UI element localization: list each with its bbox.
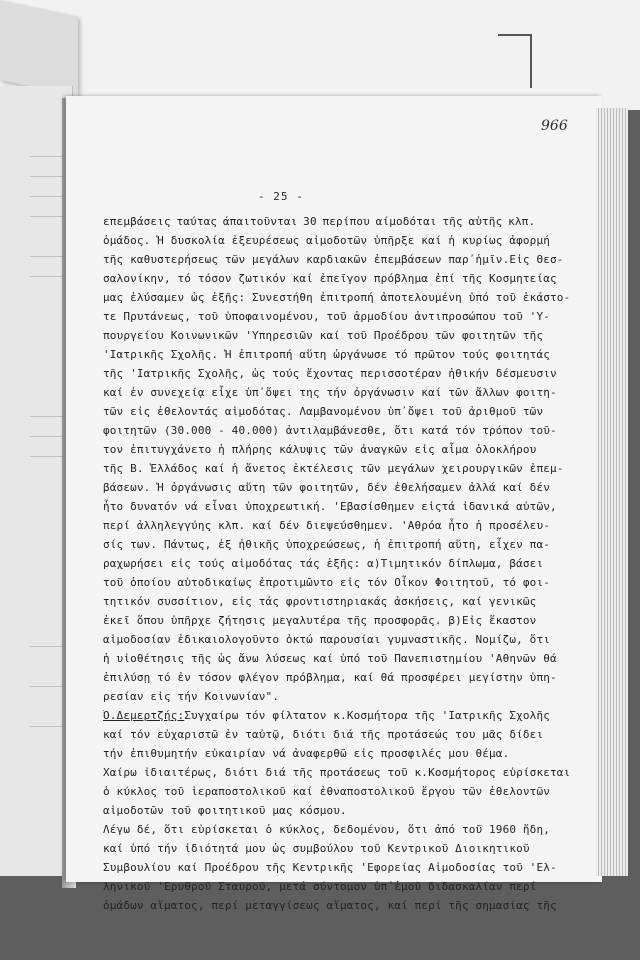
scan-background bbox=[0, 0, 640, 110]
text-line: τήν ἐπιθυμητήν εὐκαιρίαν νά ἀναφερθῶ εἰς προσφιλές μου θέμα. bbox=[103, 747, 510, 760]
text-line: ἐκεῖ ὅπου ὑπῆρχε ζήτησις μεγαλυτέρα τῆς προσφορᾶς. β)Εἰς ἕκαστον bbox=[103, 614, 537, 627]
handwritten-folio-number: 966 bbox=[541, 118, 568, 134]
body-text bbox=[103, 212, 573, 915]
text-line: 'Ιατρικῆς Σχολῆς. Ἡ ἐπιτροπή αὕτη ὠργάνωσε τό πρῶτον τούς φοιτητάς bbox=[103, 348, 550, 361]
page-stack-edges bbox=[596, 108, 628, 876]
text-line: αἱμοδοτῶν τοῦ φοιτητικοῦ μας κόσμου. bbox=[103, 804, 347, 817]
text-line: σαλονίκην, τό τόσον ζωτικόν καί ἐπεῖγον πρόβλημα ἐπί τῆς Κοσμητείας bbox=[103, 272, 557, 285]
text-line-speaker bbox=[103, 706, 573, 725]
text-line: τῆς Β. Ἑλλάδος καί ἡ ἄνετος ἐκτέλεσις τῶν μεγάλων χειρουργικῶν ἐπεμ- bbox=[103, 462, 564, 475]
text-line: βάσεων. Ἡ ὀργάνωσις αὕτη τῶν φοιτητῶν, δέν ἐθελήσαμεν ἀλλά καί δέν bbox=[103, 481, 550, 494]
text-line: τῆς καθυστερήσεως τῶν μεγάλων καρδιακῶν ἐπεμβάσεων παρ᾽ἡμῖν.Εἰς Θεσ- bbox=[103, 253, 564, 266]
text-line: σίς των. Πάντως, ἐξ ἠθικῆς ὑποχρεώσεως, ἡ ἐπιτροπή αὕτη, εἶχεν πα- bbox=[103, 538, 550, 551]
text-line: ρεσίαν εἰς τήν Κοινωνίαν". bbox=[103, 690, 280, 703]
text-line: καί τόν εὐχαριστῶ ἐν ταὐτῷ, διότι διά τῆς προτάσεώς του μᾶς δίδει bbox=[103, 728, 544, 741]
text-line: ἐπιλύσῃ τό ἐν τόσον φλέγον πρόβλημα, καί θά προσφέρει μεγίστην ὑπη- bbox=[103, 671, 557, 684]
text-line: Χαίρω ἰδιαιτέρως, διότι διά τῆς προτάσεως τοῦ κ.Κοσμήτορος εὑρίσκεται bbox=[103, 766, 571, 779]
text-line: αἱμοδοσίαν ἐδικαιολογοῦντο ὀκτώ παρουσίαι γυμναστικῆς. Νομίζω, ὅτι bbox=[103, 633, 550, 646]
text-line: Λέγω δέ, ὅτι εὑρίσκεται ὁ κύκλος, δεδομένου, ὅτι ἀπό τοῦ 1960 ἤδη, bbox=[103, 823, 550, 836]
text-line: τον ἐπιτυγχάνετο ἡ πλήρης κάλυψις τῶν ἀναγκῶν εἰς αἷμα ὁλοκλήρου bbox=[103, 443, 537, 456]
text-line: ραχωρήσει εἰς τούς αἱμοδότας τάς ἑξῆς: α)Τιμητικόν δίπλωμα, βάσει bbox=[103, 557, 544, 570]
text-line: καί ἐν συνεχείᾳ εἶχε ὑπ᾽ὄψει της τήν ὀργάνωσιν καί τῶν ἄλλων φοιτη- bbox=[103, 386, 557, 399]
text-line: ἡ υἱοθέτησις τῆς ὡς ἄνω λύσεως καί ὑπό τοῦ Πανεπιστημίου 'Αθηνῶν θά bbox=[103, 652, 557, 665]
text-line: τητικόν συσσίτιον, εἰς τάς φροντιστηριακάς ἀσκήσεις, καί γενικῶς bbox=[103, 595, 537, 608]
page-number: - 25 - bbox=[258, 190, 304, 203]
text-line: ὁ κύκλος τοῦ ἱεραποστολικοῦ καί ἐθναποστολικοῦ ἔργου τῶν ἐθελοντῶν bbox=[103, 785, 550, 798]
speaker-name: Ὁ.Δεμερτζής: bbox=[103, 709, 185, 722]
text-line: περί ἀλληλεγγύης κλπ. καί δέν διεψεύσθημεν. 'Αθρόα ἦτο ἡ προσέλευ- bbox=[103, 519, 550, 532]
text-line: τε Πρυτάνεως, τοῦ ὑποφαινομένου, τοῦ ἁρμοδίου ἀντιπροσώπου τοῦ 'Υ- bbox=[103, 310, 550, 323]
folded-paper-corner bbox=[0, 0, 78, 97]
text-line: τοῦ ὁποίου αὐτοδικαίως ἐπροτιμῶντο εἰς τόν Οἶκον Φοιτητοῦ, τό φοι- bbox=[103, 576, 550, 589]
text-line: επεμβάσεις ταύτας άπαιτοῦνται 30 περίπου αίμοδόται τῆς αὐτῆς κλπ. bbox=[103, 215, 536, 228]
crop-mark-vertical bbox=[530, 34, 532, 88]
crop-mark-horizontal bbox=[498, 34, 532, 36]
text-line: Συμβουλίου καί Προέδρου τῆς Κεντρικῆς 'Εφορείας Αἱμοδοσίας τοῦ 'Ελ- bbox=[103, 861, 557, 874]
text-line: πουργείου Κοινωνικῶν 'Υπηρεσιῶν καί τοῦ Προέδρου τῶν φοιτητῶν τῆς bbox=[103, 329, 544, 342]
speaker-line-text: Συγχαίρω τόν φίλτατον κ.Κοσμήτορα τῆς 'Ιατρικῆς Σχολῆς bbox=[184, 709, 550, 722]
text-line: ὁμάδος. Ἡ δυσκολία ἐξευρέσεως αἰμοδοτῶν ὑπῆρξε καί ἡ κυρίως ἀφορμή bbox=[103, 234, 550, 247]
text-line: ὁμάδων αἵματος, περί μεταγγίσεως αἵματος, καί περί τῆς σημασίας τῆς bbox=[103, 899, 557, 912]
text-line: φοιτητῶν (30.000 - 40.000) ἀντιλαμβάνεσθε, ὅτι κατά τόν τρόπον τοῦ- bbox=[103, 424, 557, 437]
text-line: ληνικοῦ 'Ερυθροῦ Σταυροῦ, μετά σύντομον ὑπ᾽ἐμοῦ διδασκαλίαν περί bbox=[103, 880, 537, 893]
text-line: καί ὑπό τήν ἰδιότητά μου ὡς συμβούλου τοῦ Κεντρικοῦ Διοικητικοῦ bbox=[103, 842, 530, 855]
text-line: τῶν εἰς ἐθελοντάς αἱμοδότας. Λαμβανομένου ὑπ᾽ὄψει τοῦ ἀριθμοῦ τῶν bbox=[103, 405, 544, 418]
text-line: ἦτο δυνατόν νά εἶναι ὑποχρεωτική. 'Εβασίσθημεν εἰςτά ἰδανικά αὐτῶν, bbox=[103, 500, 557, 513]
text-line: μας ἐλύσαμεν ὡς ἑξῆς: Συνεστήθη ἐπιτροπή ἀποτελουμένη ὑπό τοῦ ἑκάστο- bbox=[103, 291, 571, 304]
text-line: τῆς 'Ιατρικῆς Σχολῆς, ὡς τούς ἔχοντας περισσοτέραν ἠθικήν δέσμευσιν bbox=[103, 367, 557, 380]
